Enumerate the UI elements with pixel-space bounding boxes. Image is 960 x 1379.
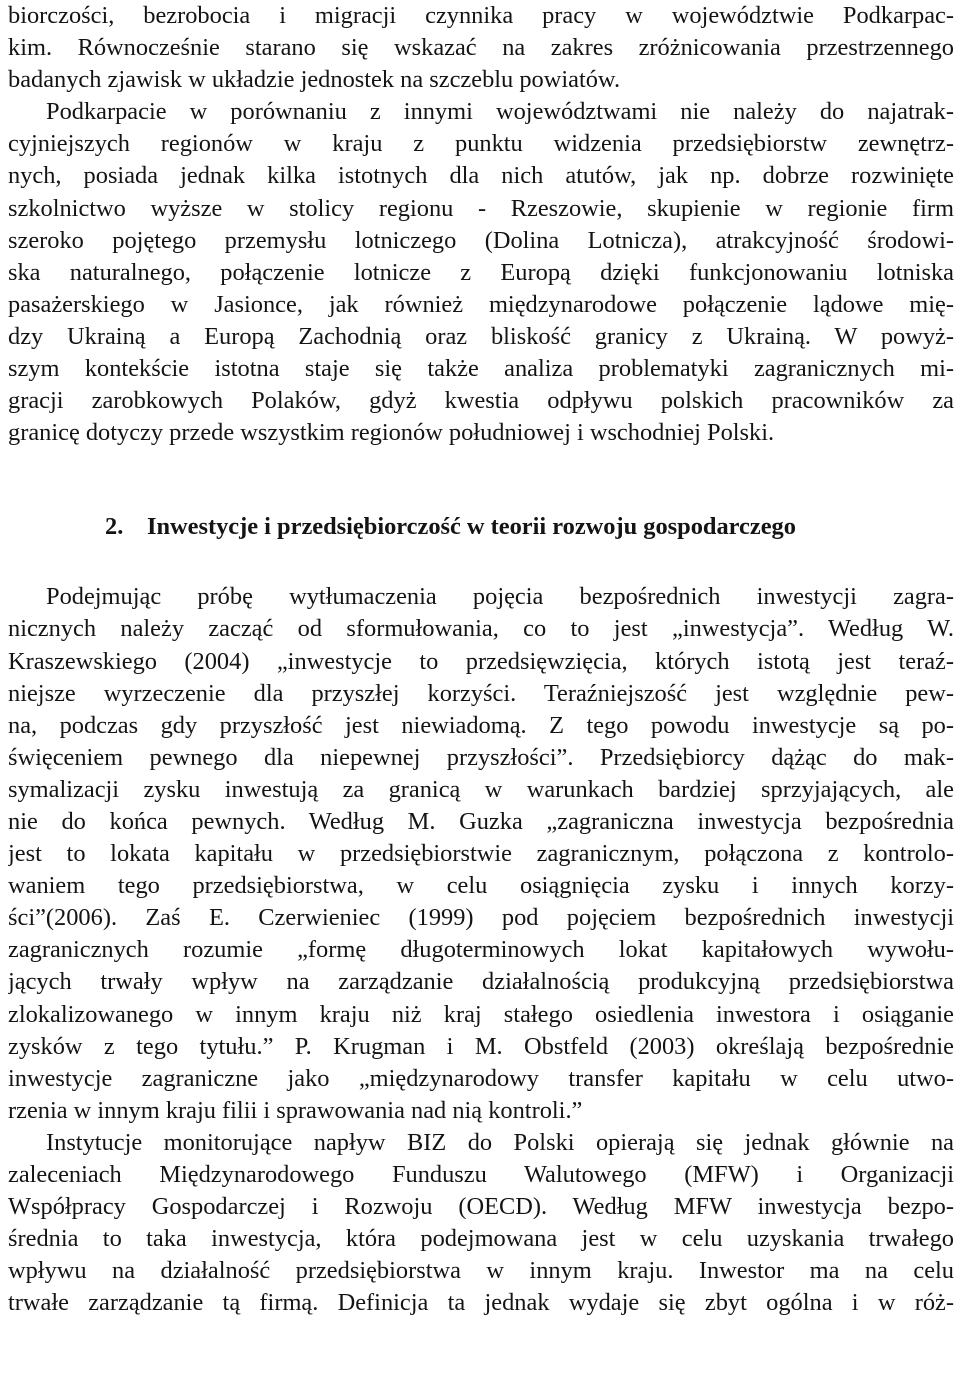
- text-line: niejsze wyrzeczenie dla przyszłej korzyści. Teraźniejszość jest względnie pew-: [8, 679, 954, 707]
- paragraph-2: [8, 581, 954, 1127]
- text-line: pasażerskiego w Jasionce, jak również międzynarodowe połączenie lądowe mię-: [8, 290, 954, 318]
- text-line: Kraszewskiego (2004) „inwestycje to przedsięwzięcia, których istotą jest teraź-: [8, 647, 954, 675]
- text-line: badanych zjawisk w układzie jednostek na szczeblu powiatów.: [8, 66, 621, 94]
- text-line: Podkarpacie w porównaniu z innymi województwami nie należy do najatrak-: [46, 98, 954, 126]
- text-line: na, podczas gdy przyszłość jest niewiadomą. Z tego powodu inwestycje są po-: [8, 711, 954, 739]
- paragraph-3: [8, 1127, 954, 1320]
- text-line: Instytucje monitorujące napływ BIZ do Polski opierają się jednak głównie na: [46, 1128, 954, 1156]
- text-line: symalizacji zysku inwestują za granicą w warunkach bardziej sprzyjających, ale: [8, 775, 954, 803]
- text-line: ści”(2006). Zaś E. Czerwieniec (1999) pod pojęciem bezpośrednich inwestycji: [8, 904, 954, 932]
- document-page: [8, 0, 954, 1319]
- text-line: kim. Równocześnie starano się wskazać na zakres zróżnicowania przestrzennego: [8, 34, 954, 62]
- text-line: cyjniejszych regionów w kraju z punktu widzenia przedsiębiorstw zewnętrz-: [8, 130, 954, 158]
- text-line: nych, posiada jednak kilka istotnych dla nich atutów, jak np. dobrze rozwinięte: [8, 162, 954, 190]
- text-line: gracji zarobkowych Polaków, gdyż kwestia odpływu polskich pracowników za: [8, 387, 954, 415]
- text-line: ska naturalnego, połączenie lotnicze z Europą dzięki funkcjonowaniu lotniska: [8, 258, 954, 286]
- text-line: zysków z tego tytułu.” P. Krugman i M. Obstfeld (2003) określają bezpośrednie: [8, 1032, 954, 1060]
- text-line: dzy Ukrainą a Europą Zachodnią oraz bliskość granicy z Ukrainą. W powyż-: [8, 322, 954, 350]
- text-line: biorczości, bezrobocia i migracji czynnika pracy w województwie Podkarpac-: [8, 2, 954, 29]
- text-line: jących trwały wpływ na zarządzanie działalnością produkcyjną przedsiębiorstwa: [8, 968, 954, 996]
- text-line: Współpracy Gospodarczej i Rozwoju (OECD). Według MFW inwestycja bezpo-: [8, 1193, 954, 1221]
- paragraph-1: [8, 0, 954, 449]
- text-line: waniem tego przedsiębiorstwa, w celu osiągnięcia zysku i innych korzy-: [8, 872, 954, 900]
- text-line: średnia to taka inwestycja, która podejmowana jest w celu uzyskania trwałego: [8, 1225, 954, 1253]
- text-line: święceniem pewnego dla niepewnej przyszłości”. Przedsiębiorcy dążąc do mak-: [8, 743, 954, 771]
- text-line: Podejmując próbę wytłumaczenia pojęcia bezpośrednich inwestycji zagra-: [46, 583, 954, 611]
- text-line: granicę dotyczy przede wszystkim regionów południowej i wschodniej Polski.: [8, 419, 775, 447]
- text-line: trwałe zarządzanie tą firmą. Definicja ta jednak wydaje się zbyt ogólna i w róż-: [8, 1289, 954, 1317]
- text-line: nie do końca pewnych. Według M. Guzka „zagraniczna inwestycja bezpośrednia: [8, 807, 954, 835]
- text-line: wpływu na działalność przedsiębiorstwa w innym kraju. Inwestor ma na celu: [8, 1257, 954, 1285]
- text-line: szeroko pojętego przemysłu lotniczego (Dolina Lotnicza), atrakcyjność środowi-: [8, 226, 954, 254]
- text-line: zlokalizowanego w innym kraju niż kraj stałego osiedlenia inwestora i osiąganie: [8, 1000, 954, 1028]
- text-line: inwestycje zagraniczne jako „międzynarodowy transfer kapitału w celu utwo-: [8, 1064, 954, 1092]
- section-heading: [8, 511, 954, 543]
- spacer: [8, 449, 954, 511]
- text-line: rzenia w innym kraju filii i sprawowania nad nią kontroli.”: [8, 1096, 583, 1124]
- spacer: [8, 543, 954, 581]
- section-title: Inwestycje i przedsiębiorczość w teorii rozwoju gospodarczego: [147, 513, 796, 541]
- text-line: nicznych należy zacząć od sformułowania, co to jest „inwestycja”. Według W.: [8, 615, 954, 643]
- text-line: zaleceniach Międzynarodowego Funduszu Walutowego (MFW) i Organizacji: [8, 1161, 954, 1188]
- section-number: 2.: [105, 513, 124, 541]
- text-line: zagranicznych rozumie „formę długoterminowych lokat kapitałowych wywołu-: [8, 936, 954, 964]
- text-line: jest to lokata kapitału w przedsiębiorstwie zagranicznym, połączona z kontrolo-: [8, 840, 954, 868]
- text-line: szkolnictwo wyższe w stolicy regionu - Rzeszowie, skupienie w regionie firm: [8, 194, 954, 222]
- text-line: szym kontekście istotna staje się także analiza problematyki zagranicznych mi-: [8, 355, 954, 383]
